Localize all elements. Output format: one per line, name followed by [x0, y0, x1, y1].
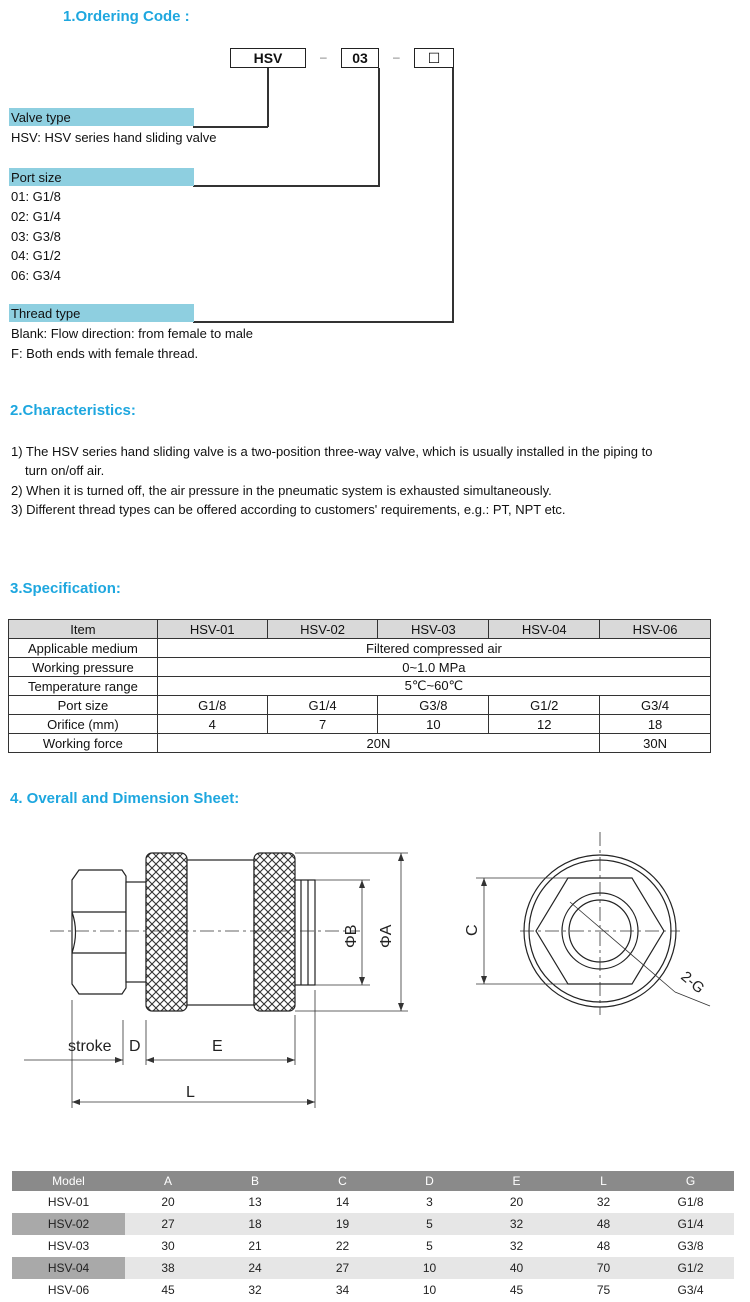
- table-cell: 40: [473, 1257, 560, 1279]
- port-size-item: 03: G3/8: [11, 229, 61, 244]
- spec-header-cell: HSV-06: [600, 620, 711, 639]
- spec-row-temperature: [9, 677, 711, 696]
- table-cell: HSV-01: [47, 1195, 90, 1209]
- spec-cell: 20N: [157, 734, 599, 753]
- dimension-heading: 4. Overall and Dimension Sheet:: [10, 790, 240, 807]
- table-cell: 38: [125, 1257, 211, 1279]
- spec-row-label: Temperature range: [9, 677, 158, 696]
- table-cell: 10: [386, 1257, 473, 1279]
- table-row: [12, 1213, 734, 1235]
- spec-row-orifice: [9, 715, 711, 734]
- spec-row-label: Port size: [9, 696, 158, 715]
- dimension-table: [12, 1171, 734, 1301]
- table-cell: 32: [473, 1213, 560, 1235]
- dim-header-cell: C: [299, 1171, 386, 1191]
- spec-header-cell: HSV-01: [157, 620, 267, 639]
- table-cell: 32: [509, 1239, 524, 1253]
- dim-header-cell: L: [560, 1171, 647, 1191]
- table-cell: G1/4: [647, 1213, 734, 1235]
- spec-row-label: Orifice (mm): [9, 715, 158, 734]
- dim-header-cell: D: [386, 1171, 473, 1191]
- stroke-label: stroke: [68, 1038, 112, 1055]
- code-dash: –: [393, 50, 400, 64]
- valve-type-item: HSV: HSV series hand sliding valve: [11, 130, 217, 145]
- table-cell: 34: [335, 1283, 350, 1297]
- characteristic-item: 2) When it is turned off, the air pressure in the pneumatic system is exhausted simultaneously.: [11, 483, 552, 498]
- spec-header-cell: HSV-02: [267, 620, 378, 639]
- table-cell: 48: [560, 1213, 647, 1235]
- dim-l-label: L: [186, 1084, 195, 1101]
- table-cell: 5: [386, 1213, 473, 1235]
- table-cell: 13: [248, 1195, 262, 1209]
- table-cell: 45: [161, 1283, 175, 1297]
- connector-line: [193, 321, 454, 323]
- table-cell: HSV-03: [47, 1239, 90, 1253]
- code-part-thread: ☐: [414, 48, 454, 68]
- specification-heading: 3.Specification:: [10, 580, 121, 597]
- spec-cell: G3/8: [378, 696, 489, 715]
- table-cell: 20: [509, 1195, 524, 1209]
- table-cell: HSV-06: [47, 1283, 90, 1297]
- code-dash: –: [320, 50, 327, 64]
- table-row: [12, 1191, 734, 1213]
- valve-type-label: Valve type: [11, 110, 71, 125]
- spec-row-label: Applicable medium: [9, 639, 158, 658]
- spec-cell: 0~1.0 MPa: [157, 658, 710, 677]
- connector-line: [452, 68, 454, 322]
- dim-header-cell: A: [125, 1171, 211, 1191]
- spec-row-force: [9, 734, 711, 753]
- dim-header-row: [12, 1171, 734, 1191]
- table-cell: 75: [596, 1283, 611, 1297]
- spec-cell: 7: [267, 715, 378, 734]
- spec-cell: 18: [600, 715, 711, 734]
- table-cell: 27: [125, 1213, 211, 1235]
- table-cell: 70: [560, 1257, 647, 1279]
- characteristic-item: turn on/off air.: [25, 463, 105, 478]
- table-cell: 20: [161, 1195, 175, 1209]
- ordering-heading: 1.Ordering Code :: [63, 8, 190, 25]
- table-cell: 10: [422, 1283, 437, 1297]
- spec-header-row: [9, 620, 711, 639]
- spec-cell: G3/4: [600, 696, 711, 715]
- spec-cell: Filtered compressed air: [157, 639, 710, 658]
- thread-type-label: Thread type: [11, 306, 81, 321]
- end-view-drawing: [460, 820, 730, 1020]
- spec-row-label: Working force: [9, 734, 158, 753]
- table-cell: HSV-04: [12, 1257, 125, 1279]
- thread-type-item: Blank: Flow direction: from female to male: [11, 326, 254, 341]
- spec-header-cell: Item: [9, 620, 158, 639]
- code-part-port: 03: [341, 48, 379, 68]
- table-cell: G3/4: [677, 1283, 704, 1297]
- valve-body: [72, 853, 315, 1011]
- port-size-label: Port size: [11, 170, 62, 185]
- connector-line: [267, 68, 269, 127]
- dim-g-label: 2-G: [677, 968, 708, 998]
- table-cell: 30: [161, 1239, 175, 1253]
- table-cell: 45: [509, 1283, 524, 1297]
- dim-header-cell: E: [473, 1171, 560, 1191]
- connector-line: [193, 126, 268, 128]
- table-row: [12, 1235, 734, 1257]
- table-cell: G1/8: [677, 1195, 704, 1209]
- table-cell: G3/8: [677, 1239, 704, 1253]
- spec-row-medium: [9, 639, 711, 658]
- characteristic-item: 1) The HSV series hand sliding valve is a two-position three-way valve, which is usually installed in the piping to: [11, 444, 653, 459]
- table-cell: G1/2: [647, 1257, 734, 1279]
- port-size-item: 06: G3/4: [11, 268, 61, 283]
- table-cell: 18: [211, 1213, 299, 1235]
- spec-cell: G1/4: [267, 696, 378, 715]
- side-view-drawing: [0, 820, 420, 1120]
- spec-row-label: Working pressure: [9, 658, 158, 677]
- spec-cell: G1/8: [157, 696, 267, 715]
- spec-row-pressure: [9, 658, 711, 677]
- characteristic-item: 3) Different thread types can be offered according to customers' requirements, e.g.: PT, NPT etc.: [11, 502, 566, 517]
- dim-header-cell: B: [211, 1171, 299, 1191]
- table-cell: 19: [299, 1213, 386, 1235]
- port-size-item: 04: G1/2: [11, 248, 61, 263]
- spec-cell: 4: [157, 715, 267, 734]
- spec-header-cell: HSV-04: [489, 620, 600, 639]
- code-part-series: HSV: [230, 48, 306, 68]
- spec-cell: 10: [378, 715, 489, 734]
- spec-cell: 30N: [600, 734, 711, 753]
- spec-cell: G1/2: [489, 696, 600, 715]
- table-cell: 32: [248, 1283, 262, 1297]
- port-size-item: 02: G1/4: [11, 209, 61, 224]
- table-cell: 14: [335, 1195, 350, 1209]
- characteristics-heading: 2.Characteristics:: [10, 402, 136, 419]
- table-cell: HSV-02: [12, 1213, 125, 1235]
- dim-header-cell: G: [647, 1171, 734, 1191]
- table-cell: 24: [211, 1257, 299, 1279]
- table-cell: 32: [596, 1195, 611, 1209]
- dim-phi-a-label: ΦA: [378, 924, 395, 948]
- spec-cell: 5℃~60℃: [157, 677, 710, 696]
- connector-line: [378, 68, 380, 186]
- spec-cell: 12: [489, 715, 600, 734]
- table-row: [12, 1279, 734, 1301]
- specification-table: [8, 619, 711, 753]
- table-cell: 21: [248, 1239, 262, 1253]
- spec-header-cell: HSV-03: [378, 620, 489, 639]
- table-cell: 22: [335, 1239, 350, 1253]
- dim-e-label: E: [212, 1038, 223, 1055]
- dim-phi-b-label: ΦB: [343, 924, 360, 948]
- table-cell: 27: [299, 1257, 386, 1279]
- thread-type-item: F: Both ends with female thread.: [11, 346, 199, 361]
- dim-d-label: D: [129, 1038, 141, 1055]
- spec-row-port: [9, 696, 711, 715]
- connector-line: [193, 185, 380, 187]
- port-size-item: 01: G1/8: [11, 189, 61, 204]
- table-cell: 5: [426, 1239, 433, 1253]
- table-row: [12, 1257, 734, 1279]
- dim-c-label: C: [464, 924, 481, 936]
- table-cell: 3: [426, 1195, 433, 1209]
- dim-header-cell: Model: [12, 1171, 125, 1191]
- table-cell: 48: [596, 1239, 611, 1253]
